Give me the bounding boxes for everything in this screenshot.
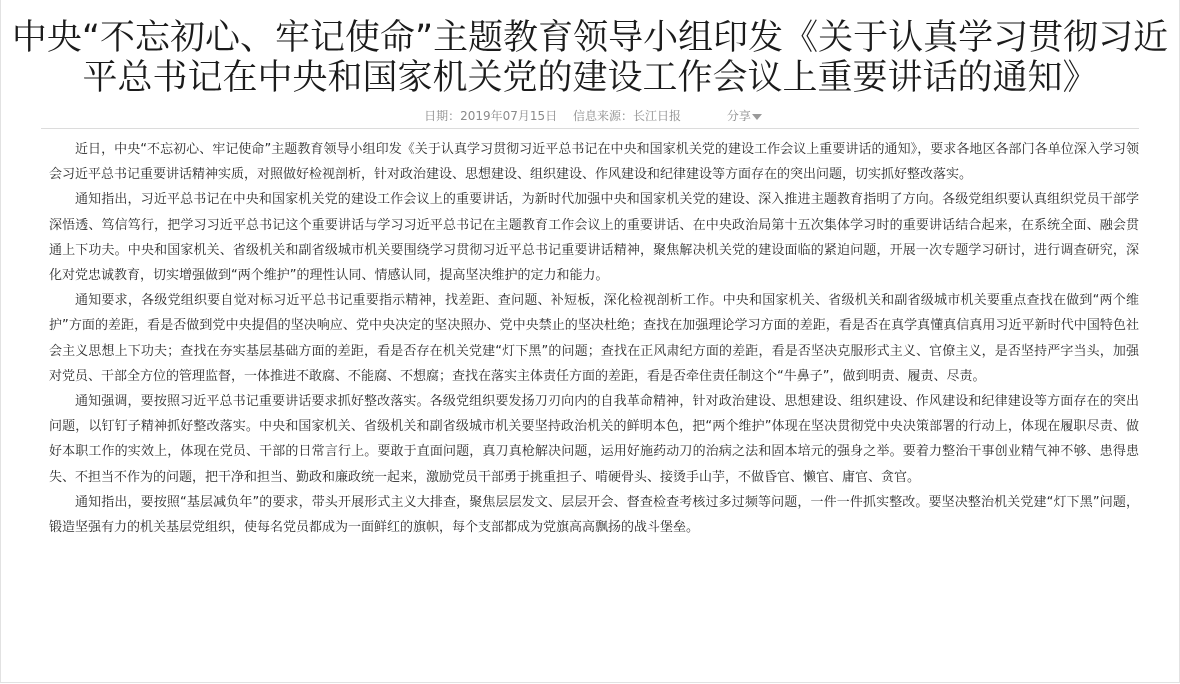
article-title: 中央“不忘初心、牢记使命”主题教育领导小组印发《关于认真学习贯彻习近平总书记在中央和国家机关党的建设工作会议上重要讲话的通知》 [11,18,1169,98]
publish-date: 日期：2019年07月15日 [424,109,558,123]
paragraph-3: 通知要求，各级党组织要自觉对标习近平总书记重要指示精神，找差距、查问题、补短板，深化检视剖析工作。中央和国家机关、省级机关和副省级城市机关要重点查找在做到“两个维护”方面的差距，看是否做到党中央提倡的坚决响应、党中央决定的坚决照办、党中央禁止的坚决杜绝；查找在加强理论学习方面的差距，看是否在真学真懂真信真用习近平新时代中国特色社会主义思想上下功夫；查找在夯实基层基础方面的差距，看是否存在机关党建“灯下黑”的问题；查找在正风肃纪方面的差距，看是否坚决克服形式主义、官僚主义，是否坚持严字当头，加强对党员、干部全方位的管理监督，一体推进不敢腐、不能腐、不想腐；查找在落实主体责任方面的差距，看是否牵住责任制这个“牛鼻子”，做到明责、履责、尽责。 [49,293,1139,384]
share-label: 分享 [726,109,751,123]
paragraph-2: 通知指出，习近平总书记在中央和国家机关党的建设工作会议上的重要讲话，为新时代加强中央和国家机关党的建设、深入推进主题教育指明了方向。各级党组织要认真组织党员干部学深悟透、笃信笃行，把学习习近平总书记这个重要讲话与学习习近平总书记在主题教育工作会议上的重要讲话、在中央政治局第十五次集体学习时的重要讲话结合起来，在系统全面、融会贯通上下功夫。中央和国家机关、省级机关和副省级城市机关要围绕学习贯彻习近平总书记重要讲话精神，聚焦解决机关党的建设面临的紧迫问题，开展一次专题学习研讨，进行调查研究，深化对党忠诚教育，切实增强做到“两个维护”的理性认同、情感认同，提高坚决维护的定力和能力。 [49,192,1139,284]
article-meta [41,106,1139,129]
chevron-down-icon [752,114,762,120]
info-source: 信息来源：长江日报 [573,109,682,123]
paragraph-1: 近日，中央“不忘初心、牢记使命”主题教育领导小组印发《关于认真学习贯彻习近平总书记在中央和国家机关党的建设工作会议上重要讲话的通知》，要求各地区各部门各单位深入学习领会习近平总书记重要讲话精神实质，对照做好检视剖析，针对政治建设、思想建设、组织建设、作风建设和纪律建设等方面存在的突出问题，切实抓好整改落实。 [49,142,1139,183]
article-body [49,137,1139,540]
paragraph-5: 通知指出，要按照“基层减负年”的要求，带头开展形式主义大排查，聚焦层层发文、层层开会、督查检查考核过多过频等问题，一件一件抓实整改。要坚决整治机关党建“灯下黑”问题，锻造坚强有力的机关基层党组织，使每名党员都成为一面鲜红的旗帜，每个支部都成为党旗高高飘扬的战斗堡垒。 [49,494,1139,536]
share-button[interactable] [727,109,762,123]
paragraph-4: 通知强调，要按照习近平总书记重要讲话要求抓好整改落实。各级党组织要发扬刀刃向内的自我革命精神，针对政治建设、思想建设、组织建设、作风建设和纪律建设等方面存在的突出问题，以钉钉子精神抓好整改落实。中央和国家机关、省级机关和副省级城市机关要坚持政治机关的鲜明本色，把“两个维护”体现在坚决贯彻党中央决策部署的行动上，体现在履职尽责、做好本职工作的实效上，体现在党员、干部的日常言行上。要敢于直面问题，真刀真枪解决问题，运用好施药动刀的治病之法和固本培元的强身之举。要着力整治干事创业精气神不够、患得患失、不担当不作为的问题，把干净和担当、勤政和廉政统一起来，激励党员干部勇于挑重担子、啃硬骨头、接烫手山芋，不做昏官、懒官、庸官、贪官。 [49,394,1139,485]
